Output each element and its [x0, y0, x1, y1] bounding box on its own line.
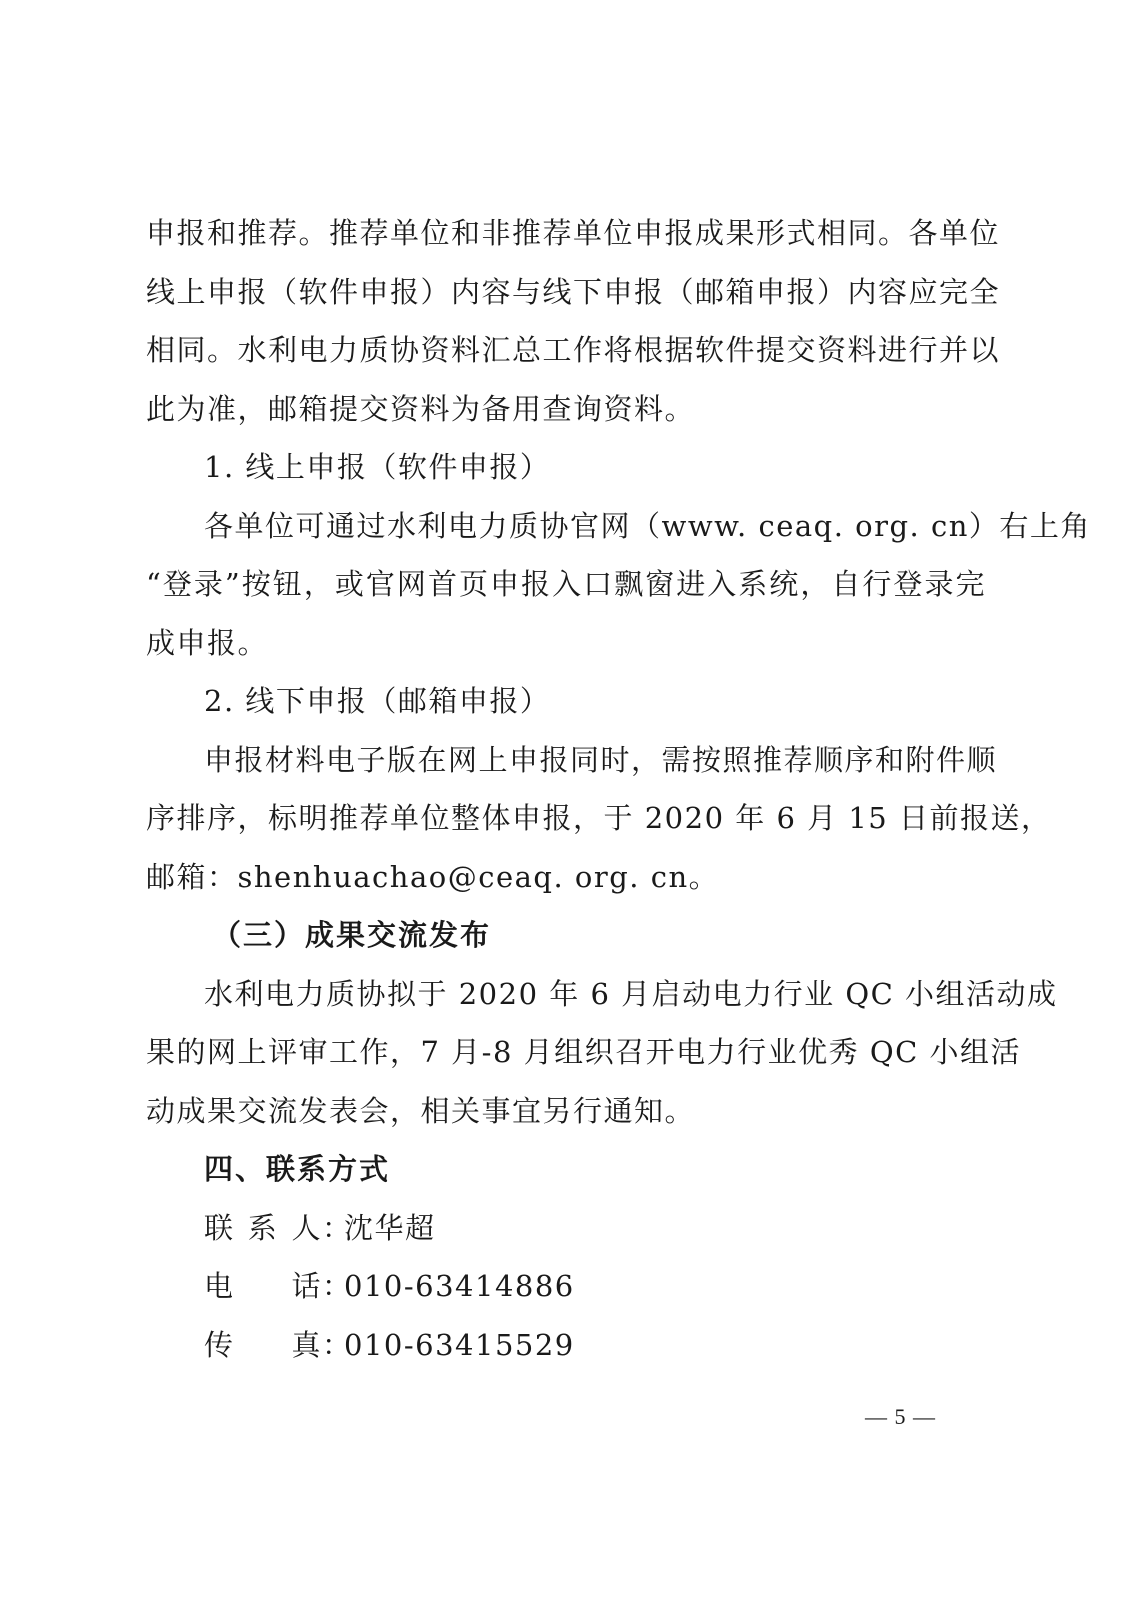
paragraph-line: 各单位可通过水利电力质协官网（www. ceaq. org. cn）右上角	[204, 508, 1091, 543]
contact-label-char: 传	[204, 1327, 235, 1362]
paragraph-line: 水利电力质协拟于 2020 年 6 月启动电力行业 QC 小组活动成	[204, 976, 1058, 1011]
paragraph-line: “登录”按钮，或官网首页申报入口飘窗进入系统，自行登录完	[146, 567, 986, 601]
paragraph-line: 此为准，邮箱提交资料为备用查询资料。	[146, 391, 696, 426]
contact-label-char: 人	[291, 1210, 322, 1245]
paragraph-line: 序排序，标明推荐单位整体申报，于 2020 年 6 月 15 日前报送，	[146, 801, 1052, 835]
paragraph-line: 相同。水利电力质协资料汇总工作将根据软件提交资料进行并以	[146, 333, 1001, 367]
subheading-online-submission: 1. 线上申报（软件申报）	[204, 450, 551, 484]
contact-label-char: 话	[291, 1269, 322, 1303]
contact-row-person	[146, 1199, 986, 1258]
contact-label-char: 系	[247, 1210, 279, 1245]
contact-label-char: 电	[204, 1269, 235, 1303]
contact-label	[204, 1316, 322, 1375]
contact-colon: ：	[322, 1269, 353, 1303]
paragraph-line: 动成果交流发表会，相关事宜另行通知。	[146, 1093, 696, 1128]
paragraph-line: 成申报。	[146, 625, 269, 660]
contact-row-fax	[146, 1316, 986, 1375]
section-heading-results-exchange: （三）成果交流发布	[212, 918, 492, 952]
contact-fax-value: 010-63415529	[344, 1327, 575, 1362]
section-heading-contact: 四、联系方式	[204, 1152, 391, 1186]
page-number: — 5 —	[865, 1404, 936, 1429]
contact-label-char: 联	[204, 1210, 235, 1245]
subheading-offline-submission: 2. 线下申报（邮箱申报）	[204, 684, 551, 718]
paragraph-line: 线上申报（软件申报）内容与线下申报（邮箱申报）内容应完全	[146, 274, 1001, 309]
page-content	[146, 204, 1091, 1374]
contact-row-phone	[146, 1257, 986, 1316]
paragraph-line: 申报和推荐。推荐单位和非推荐单位申报成果形式相同。各单位	[146, 216, 1001, 250]
contact-label-char: 真	[291, 1327, 322, 1362]
contact-label	[204, 1257, 322, 1316]
paragraph-line: 果的网上评审工作，7 月-8 月组织召开电力行业优秀 QC 小组活	[146, 1035, 1022, 1069]
contact-label	[204, 1199, 322, 1258]
contact-colon: ：	[322, 1210, 353, 1245]
contact-person-value: 沈华超	[344, 1210, 436, 1245]
contact-phone-value: 010-63414886	[344, 1269, 575, 1303]
paragraph-line: 申报材料电子版在网上申报同时，需按照推荐顺序和附件顺	[204, 742, 998, 777]
paragraph-line: 邮箱：shenhuachao@ceaq. org. cn。	[146, 859, 720, 894]
contact-colon: ：	[322, 1327, 353, 1362]
